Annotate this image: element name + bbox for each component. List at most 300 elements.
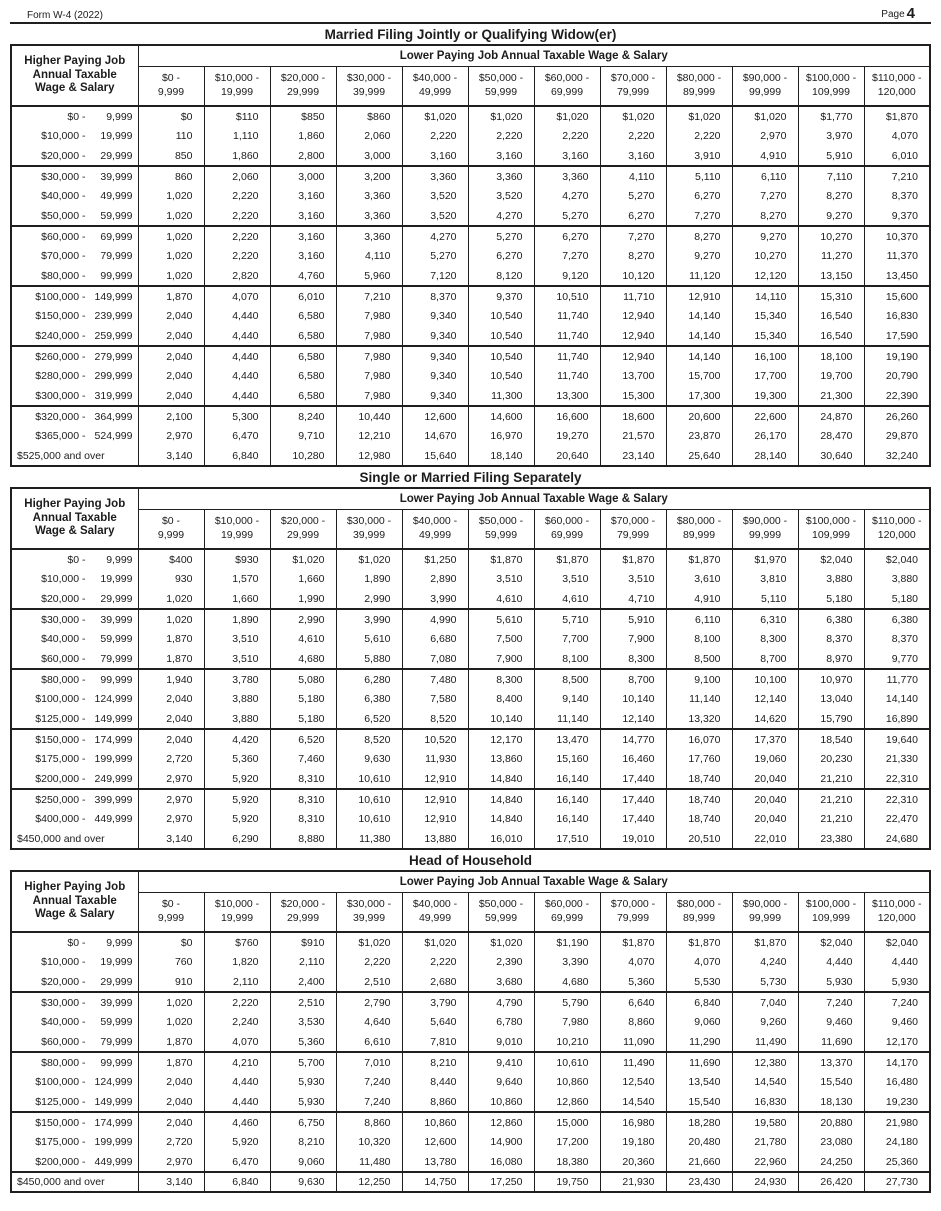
column-range-header: $0 - 9,999 <box>138 509 204 549</box>
amount-cell: 23,380 <box>798 829 864 849</box>
amount-cell: 24,250 <box>798 1152 864 1172</box>
amount-cell: 19,180 <box>600 1132 666 1152</box>
amount-cell: 9,370 <box>468 286 534 306</box>
amount-cell: 20,040 <box>732 769 798 789</box>
amount-cell: 17,440 <box>600 769 666 789</box>
amount-cell: 9,370 <box>864 206 930 226</box>
row-label: $150,000 - 174,999 <box>11 729 138 749</box>
page-header <box>10 4 931 22</box>
amount-cell: 4,440 <box>798 952 864 972</box>
amount-cell: 8,400 <box>468 689 534 709</box>
tax-table-single-or-married-filing-separately <box>10 487 931 850</box>
amount-cell: 6,520 <box>270 729 336 749</box>
amount-cell: 14,840 <box>468 769 534 789</box>
amount-cell: $1,870 <box>732 932 798 952</box>
amount-cell: 910 <box>138 972 204 992</box>
column-range-header: $10,000 - 19,999 <box>204 892 270 932</box>
amount-cell: 7,240 <box>336 1092 402 1112</box>
amount-cell: 10,120 <box>600 266 666 286</box>
amount-cell: 3,140 <box>138 1172 204 1192</box>
section-head-of-household <box>10 850 931 1193</box>
amount-cell: 14,540 <box>732 1072 798 1092</box>
table-row <box>11 829 930 849</box>
row-label: $320,000 - 364,999 <box>11 406 138 426</box>
amount-cell: 11,140 <box>666 689 732 709</box>
amount-cell: 5,360 <box>270 1032 336 1052</box>
table-row <box>11 446 930 466</box>
amount-cell: $2,040 <box>798 549 864 569</box>
column-range-header: $60,000 - 69,999 <box>534 892 600 932</box>
amount-cell: 3,510 <box>600 569 666 589</box>
section-title: Single or Married Filing Separately <box>359 470 582 485</box>
amount-cell: 16,600 <box>534 406 600 426</box>
amount-cell: 13,780 <box>402 1152 468 1172</box>
table-row <box>11 729 930 749</box>
section-title: Married Filing Jointly or Qualifying Widow(er) <box>324 27 617 42</box>
amount-cell: 11,480 <box>336 1152 402 1172</box>
amount-cell: 11,270 <box>798 246 864 266</box>
row-header-cell: Higher Paying Job Annual Taxable Wage & Salary <box>11 488 138 549</box>
table-row <box>11 346 930 366</box>
amount-cell: 7,980 <box>336 346 402 366</box>
amount-cell: 12,540 <box>600 1072 666 1092</box>
table-row <box>11 386 930 406</box>
amount-cell: 12,910 <box>402 789 468 809</box>
row-label: $300,000 - 319,999 <box>11 386 138 406</box>
amount-cell: 16,140 <box>534 789 600 809</box>
amount-cell: 3,510 <box>534 569 600 589</box>
amount-cell: 8,700 <box>600 669 666 689</box>
amount-cell: 19,060 <box>732 749 798 769</box>
amount-cell: 24,680 <box>864 829 930 849</box>
amount-cell: 5,930 <box>270 1092 336 1112</box>
table-head <box>11 871 930 932</box>
amount-cell: 2,040 <box>138 709 204 729</box>
amount-cell: 21,780 <box>732 1132 798 1152</box>
amount-cell: 8,270 <box>798 186 864 206</box>
table-row <box>11 426 930 446</box>
column-range-header: $30,000 - 39,999 <box>336 509 402 549</box>
amount-cell: 8,370 <box>864 629 930 649</box>
tax-table-married-filing-jointly <box>10 44 931 467</box>
amount-cell: 8,500 <box>534 669 600 689</box>
amount-cell: 5,930 <box>798 972 864 992</box>
amount-cell: 14,840 <box>468 789 534 809</box>
amount-cell: 9,340 <box>402 346 468 366</box>
amount-cell: 4,610 <box>534 589 600 609</box>
amount-cell: 4,990 <box>402 609 468 629</box>
amount-cell: 4,440 <box>204 326 270 346</box>
table-row <box>11 246 930 266</box>
amount-cell: 9,630 <box>336 749 402 769</box>
amount-cell: 3,990 <box>402 589 468 609</box>
amount-cell: 20,790 <box>864 366 930 386</box>
amount-cell: $1,870 <box>666 549 732 569</box>
amount-cell: $860 <box>336 106 402 126</box>
table-row <box>11 1172 930 1192</box>
amount-cell: 5,920 <box>204 769 270 789</box>
amount-cell: 2,220 <box>402 952 468 972</box>
amount-cell: 9,340 <box>402 306 468 326</box>
amount-cell: 7,040 <box>732 992 798 1012</box>
amount-cell: 7,210 <box>864 166 930 186</box>
amount-cell: 4,070 <box>864 126 930 146</box>
table-body <box>11 932 930 1192</box>
amount-cell: 6,640 <box>600 992 666 1012</box>
amount-cell: 6,010 <box>270 286 336 306</box>
amount-cell: 10,370 <box>864 226 930 246</box>
amount-cell: 12,910 <box>666 286 732 306</box>
amount-cell: 16,100 <box>732 346 798 366</box>
column-range-header: $100,000 - 109,999 <box>798 66 864 106</box>
amount-cell: $1,870 <box>600 549 666 569</box>
amount-cell: 18,740 <box>666 769 732 789</box>
amount-cell: 8,300 <box>468 669 534 689</box>
amount-cell: 25,360 <box>864 1152 930 1172</box>
amount-cell: 11,490 <box>732 1032 798 1052</box>
amount-cell: $2,040 <box>864 932 930 952</box>
amount-cell: 12,910 <box>402 809 468 829</box>
amount-cell: 12,910 <box>402 769 468 789</box>
amount-cell: 13,470 <box>534 729 600 749</box>
amount-cell: 4,440 <box>204 1092 270 1112</box>
amount-cell: $1,770 <box>798 106 864 126</box>
amount-cell: 5,180 <box>798 589 864 609</box>
amount-cell: 2,510 <box>336 972 402 992</box>
column-range-header: $100,000 - 109,999 <box>798 509 864 549</box>
column-group-header: Lower Paying Job Annual Taxable Wage & Salary <box>138 45 930 66</box>
amount-cell: 110 <box>138 126 204 146</box>
amount-cell: 3,880 <box>204 709 270 729</box>
row-label: $60,000 - 69,999 <box>11 226 138 246</box>
row-label: $365,000 - 524,999 <box>11 426 138 446</box>
amount-cell: 850 <box>138 146 204 166</box>
amount-cell: 5,080 <box>270 669 336 689</box>
table-row <box>11 629 930 649</box>
amount-cell: 11,740 <box>534 346 600 366</box>
amount-cell: 15,340 <box>732 306 798 326</box>
amount-cell: 1,020 <box>138 206 204 226</box>
amount-cell: 5,710 <box>534 609 600 629</box>
amount-cell: 16,980 <box>600 1112 666 1132</box>
amount-cell: 5,790 <box>534 992 600 1012</box>
amount-cell: 10,210 <box>534 1032 600 1052</box>
amount-cell: 3,880 <box>864 569 930 589</box>
amount-cell: 12,860 <box>534 1092 600 1112</box>
amount-cell: 9,340 <box>402 326 468 346</box>
table-head-row <box>11 45 930 66</box>
page-indicator <box>881 6 915 21</box>
row-label: $40,000 - 59,999 <box>11 1012 138 1032</box>
column-range-header: $20,000 - 29,999 <box>270 509 336 549</box>
amount-cell: 2,400 <box>270 972 336 992</box>
amount-cell: 4,270 <box>534 186 600 206</box>
amount-cell: 7,980 <box>336 306 402 326</box>
amount-cell: 9,100 <box>666 669 732 689</box>
column-range-header: $110,000 - 120,000 <box>864 509 930 549</box>
amount-cell: 4,440 <box>204 386 270 406</box>
amount-cell: 27,730 <box>864 1172 930 1192</box>
amount-cell: 5,180 <box>864 589 930 609</box>
amount-cell: 23,140 <box>600 446 666 466</box>
amount-cell: 2,800 <box>270 146 336 166</box>
amount-cell: 2,040 <box>138 1072 204 1092</box>
amount-cell: 5,610 <box>336 629 402 649</box>
amount-cell: 23,430 <box>666 1172 732 1192</box>
amount-cell: 3,160 <box>468 146 534 166</box>
amount-cell: 2,510 <box>270 992 336 1012</box>
amount-cell: 7,700 <box>534 629 600 649</box>
amount-cell: 11,770 <box>864 669 930 689</box>
amount-cell: 7,980 <box>336 326 402 346</box>
amount-cell: 30,640 <box>798 446 864 466</box>
amount-cell: 23,870 <box>666 426 732 446</box>
amount-cell: 2,220 <box>534 126 600 146</box>
amount-cell: 3,520 <box>402 186 468 206</box>
amount-cell: 20,600 <box>666 406 732 426</box>
amount-cell: 2,040 <box>138 689 204 709</box>
column-ranges-row <box>11 509 930 549</box>
amount-cell: 6,610 <box>336 1032 402 1052</box>
table-row <box>11 126 930 146</box>
amount-cell: 15,700 <box>666 366 732 386</box>
amount-cell: 8,440 <box>402 1072 468 1092</box>
row-label: $40,000 - 59,999 <box>11 629 138 649</box>
amount-cell: $850 <box>270 106 336 126</box>
table-row <box>11 809 930 829</box>
amount-cell: 4,910 <box>666 589 732 609</box>
amount-cell: 3,160 <box>270 186 336 206</box>
amount-cell: 10,520 <box>402 729 468 749</box>
amount-cell: 12,170 <box>468 729 534 749</box>
row-label: $80,000 - 99,999 <box>11 266 138 286</box>
amount-cell: 26,260 <box>864 406 930 426</box>
table-row <box>11 569 930 589</box>
amount-cell: 3,810 <box>732 569 798 589</box>
amount-cell: 6,840 <box>666 992 732 1012</box>
amount-cell: 2,060 <box>336 126 402 146</box>
column-range-header: $60,000 - 69,999 <box>534 66 600 106</box>
amount-cell: $1,020 <box>402 932 468 952</box>
amount-cell: 8,860 <box>402 1092 468 1112</box>
amount-cell: 8,880 <box>270 829 336 849</box>
table-body <box>11 106 930 466</box>
column-range-header: $50,000 - 59,999 <box>468 509 534 549</box>
amount-cell: 9,770 <box>864 649 930 669</box>
section-single-or-married-filing-separately <box>10 467 931 850</box>
amount-cell: 17,700 <box>732 366 798 386</box>
amount-cell: 1,940 <box>138 669 204 689</box>
amount-cell: 8,500 <box>666 649 732 669</box>
amount-cell: 2,040 <box>138 729 204 749</box>
row-label: $200,000 - 449,999 <box>11 1152 138 1172</box>
table-row <box>11 1132 930 1152</box>
amount-cell: 20,360 <box>600 1152 666 1172</box>
amount-cell: 13,150 <box>798 266 864 286</box>
amount-cell: 10,860 <box>534 1072 600 1092</box>
amount-cell: 7,270 <box>534 246 600 266</box>
amount-cell: 17,200 <box>534 1132 600 1152</box>
amount-cell: 4,270 <box>468 206 534 226</box>
amount-cell: 21,980 <box>864 1112 930 1132</box>
table-head <box>11 45 930 106</box>
amount-cell: 2,040 <box>138 306 204 326</box>
amount-cell: 21,210 <box>798 769 864 789</box>
amount-cell: 1,660 <box>270 569 336 589</box>
amount-cell: 10,270 <box>732 246 798 266</box>
row-label: $250,000 - 399,999 <box>11 789 138 809</box>
amount-cell: 5,610 <box>468 609 534 629</box>
amount-cell: $930 <box>204 549 270 569</box>
amount-cell: 6,470 <box>204 426 270 446</box>
amount-cell: 5,270 <box>534 206 600 226</box>
amount-cell: 12,860 <box>468 1112 534 1132</box>
table-row <box>11 1072 930 1092</box>
amount-cell: 7,900 <box>600 629 666 649</box>
amount-cell: 10,610 <box>336 789 402 809</box>
amount-cell: 22,600 <box>732 406 798 426</box>
amount-cell: 7,120 <box>402 266 468 286</box>
amount-cell: 2,890 <box>402 569 468 589</box>
table-row <box>11 186 930 206</box>
amount-cell: 9,060 <box>666 1012 732 1032</box>
amount-cell: 15,640 <box>402 446 468 466</box>
amount-cell: 8,270 <box>666 226 732 246</box>
amount-cell: 4,070 <box>204 1032 270 1052</box>
row-header-cell: Higher Paying Job Annual Taxable Wage & Salary <box>11 45 138 106</box>
amount-cell: 4,610 <box>270 629 336 649</box>
amount-cell: 6,270 <box>468 246 534 266</box>
amount-cell: 5,730 <box>732 972 798 992</box>
amount-cell: 9,410 <box>468 1052 534 1072</box>
amount-cell: 2,720 <box>138 1132 204 1152</box>
amount-cell: 19,750 <box>534 1172 600 1192</box>
table-row <box>11 689 930 709</box>
row-label: $175,000 - 199,999 <box>11 1132 138 1152</box>
amount-cell: 2,040 <box>138 1112 204 1132</box>
amount-cell: 6,270 <box>534 226 600 246</box>
amount-cell: 3,360 <box>468 166 534 186</box>
amount-cell: $910 <box>270 932 336 952</box>
amount-cell: 25,640 <box>666 446 732 466</box>
amount-cell: 9,270 <box>798 206 864 226</box>
table-body <box>11 549 930 849</box>
amount-cell: 6,780 <box>468 1012 534 1032</box>
amount-cell: 22,470 <box>864 809 930 829</box>
row-label: $280,000 - 299,999 <box>11 366 138 386</box>
amount-cell: 12,140 <box>600 709 666 729</box>
table-row <box>11 609 930 629</box>
amount-cell: 5,270 <box>402 246 468 266</box>
amount-cell: 3,360 <box>336 186 402 206</box>
amount-cell: 22,390 <box>864 386 930 406</box>
amount-cell: 16,890 <box>864 709 930 729</box>
amount-cell: 1,890 <box>204 609 270 629</box>
amount-cell: 11,930 <box>402 749 468 769</box>
amount-cell: 11,290 <box>666 1032 732 1052</box>
amount-cell: $1,020 <box>468 932 534 952</box>
row-label: $10,000 - 19,999 <box>11 952 138 972</box>
amount-cell: 13,450 <box>864 266 930 286</box>
amount-cell: 3,160 <box>270 246 336 266</box>
amount-cell: 7,810 <box>402 1032 468 1052</box>
amount-cell: 11,140 <box>534 709 600 729</box>
amount-cell: 6,270 <box>600 206 666 226</box>
amount-cell: 9,060 <box>270 1152 336 1172</box>
amount-cell: 23,080 <box>798 1132 864 1152</box>
amount-cell: 2,990 <box>270 609 336 629</box>
column-range-header: $50,000 - 59,999 <box>468 66 534 106</box>
amount-cell: 10,540 <box>468 346 534 366</box>
amount-cell: 21,570 <box>600 426 666 446</box>
amount-cell: 930 <box>138 569 204 589</box>
amount-cell: 17,760 <box>666 749 732 769</box>
amount-cell: 16,540 <box>798 306 864 326</box>
amount-cell: 12,170 <box>864 1032 930 1052</box>
amount-cell: 10,510 <box>534 286 600 306</box>
amount-cell: 10,970 <box>798 669 864 689</box>
row-label: $525,000 and over <box>11 446 138 466</box>
amount-cell: 2,970 <box>138 809 204 829</box>
amount-cell: 2,220 <box>666 126 732 146</box>
amount-cell: 9,270 <box>666 246 732 266</box>
table-row <box>11 406 930 426</box>
column-range-header: $10,000 - 19,999 <box>204 66 270 106</box>
table-row <box>11 366 930 386</box>
amount-cell: 3,790 <box>402 992 468 1012</box>
amount-cell: 29,870 <box>864 426 930 446</box>
section-title: Head of Household <box>408 853 532 868</box>
table-row <box>11 166 930 186</box>
amount-cell: $760 <box>204 932 270 952</box>
amount-cell: 11,740 <box>534 366 600 386</box>
amount-cell: 4,240 <box>732 952 798 972</box>
amount-cell: 10,140 <box>600 689 666 709</box>
amount-cell: 2,220 <box>336 952 402 972</box>
amount-cell: 17,590 <box>864 326 930 346</box>
column-ranges-row <box>11 66 930 106</box>
table-row <box>11 789 930 809</box>
amount-cell: 3,510 <box>204 629 270 649</box>
amount-cell: 19,700 <box>798 366 864 386</box>
amount-cell: 2,220 <box>204 992 270 1012</box>
row-label: $400,000 - 449,999 <box>11 809 138 829</box>
amount-cell: 8,300 <box>600 649 666 669</box>
column-range-header: $0 - 9,999 <box>138 66 204 106</box>
amount-cell: 11,490 <box>600 1052 666 1072</box>
row-label: $450,000 and over <box>11 829 138 849</box>
amount-cell: 20,510 <box>666 829 732 849</box>
amount-cell: 18,280 <box>666 1112 732 1132</box>
amount-cell: 6,470 <box>204 1152 270 1172</box>
amount-cell: 6,290 <box>204 829 270 849</box>
amount-cell: 18,600 <box>600 406 666 426</box>
amount-cell: 2,970 <box>732 126 798 146</box>
amount-cell: 2,040 <box>138 346 204 366</box>
amount-cell: 7,270 <box>600 226 666 246</box>
amount-cell: 7,980 <box>534 1012 600 1032</box>
amount-cell: 10,320 <box>336 1132 402 1152</box>
amount-cell: 6,380 <box>336 689 402 709</box>
amount-cell: 6,280 <box>336 669 402 689</box>
amount-cell: 3,990 <box>336 609 402 629</box>
amount-cell: 4,270 <box>402 226 468 246</box>
amount-cell: $1,020 <box>402 106 468 126</box>
table-row <box>11 106 930 126</box>
amount-cell: 7,500 <box>468 629 534 649</box>
amount-cell: 13,700 <box>600 366 666 386</box>
table-row <box>11 1112 930 1132</box>
